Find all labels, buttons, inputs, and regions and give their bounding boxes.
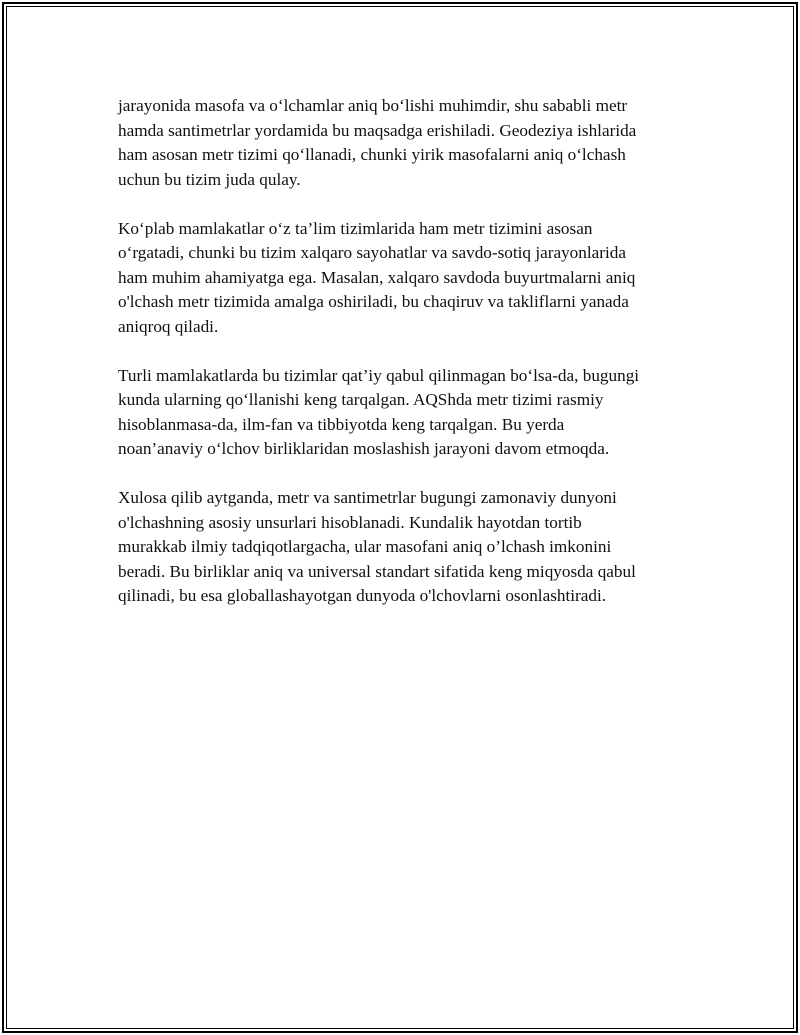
page-border <box>2 2 798 1033</box>
paragraph-2 <box>118 217 684 340</box>
text-line: hamda santimetrlar yordamida bu maqsadga erishiladi. Geodeziya ishlarida <box>118 120 637 140</box>
text-line: Ko‘plab mamlakatlar o‘z ta’lim tizimlarida ham metr tizimini asosan <box>118 218 593 238</box>
paragraph-1 <box>118 94 684 192</box>
text-line: kunda ularning qo‘llanishi keng tarqalgan. AQShda metr tizimi rasmiy <box>118 390 604 409</box>
text-line: qilinadi, bu esa globallashayotgan dunyoda o'lchovlarni osonlashtiradi. <box>118 586 607 605</box>
text-line: uchun bu tizim juda qulay. <box>118 169 301 189</box>
text-line: murakkab ilmiy tadqiqotlargacha, ular masofani aniq o’lchash imkonini <box>118 537 612 556</box>
text-line: hisoblanmasa-da, ilm-fan va tibbiyotda keng tarqalgan. Bu yerda <box>118 414 565 434</box>
text-line: o'lchashning asosiy unsurlari hisoblanadi. Kundalik hayotdan tortib <box>118 512 582 532</box>
text-line: ham asosan metr tizimi qo‘llanadi, chunki yirik masofalarni aniq o‘lchash <box>118 145 626 164</box>
text-line: beradi. Bu birliklar aniq va universal standart sifatida keng miqyosda qabul <box>118 561 636 581</box>
document-body <box>118 94 684 633</box>
text-line: ham muhim ahamiyatga ega. Masalan, xalqaro savdoda buyurtmalarni aniq <box>118 267 636 287</box>
paragraph-3 <box>118 364 684 462</box>
text-line: Turli mamlakatlarda bu tizimlar qat’iy qabul qilinmagan bo‘lsa-da, bugungi <box>118 365 640 385</box>
text-line: o'lchash metr tizimida amalga oshiriladi, bu chaqiruv va takliflarni yanada <box>118 292 629 311</box>
paragraph-4 <box>118 486 684 609</box>
text-line: jarayonida masofa va o‘lchamlar aniq bo‘lishi muhimdir, shu sababli metr <box>118 96 628 115</box>
text-line: aniqroq qiladi. <box>118 316 219 336</box>
text-line: o‘rgatadi, chunki bu tizim xalqaro sayohatlar va savdo-sotiq jarayonlarida <box>118 243 626 262</box>
text-line: Xulosa qilib aytganda, metr va santimetrlar bugungi zamonaviy dunyoni <box>118 488 617 507</box>
text-line: noan’anaviy o‘lchov birliklaridan moslashish jarayoni davom etmoqda. <box>118 439 610 458</box>
